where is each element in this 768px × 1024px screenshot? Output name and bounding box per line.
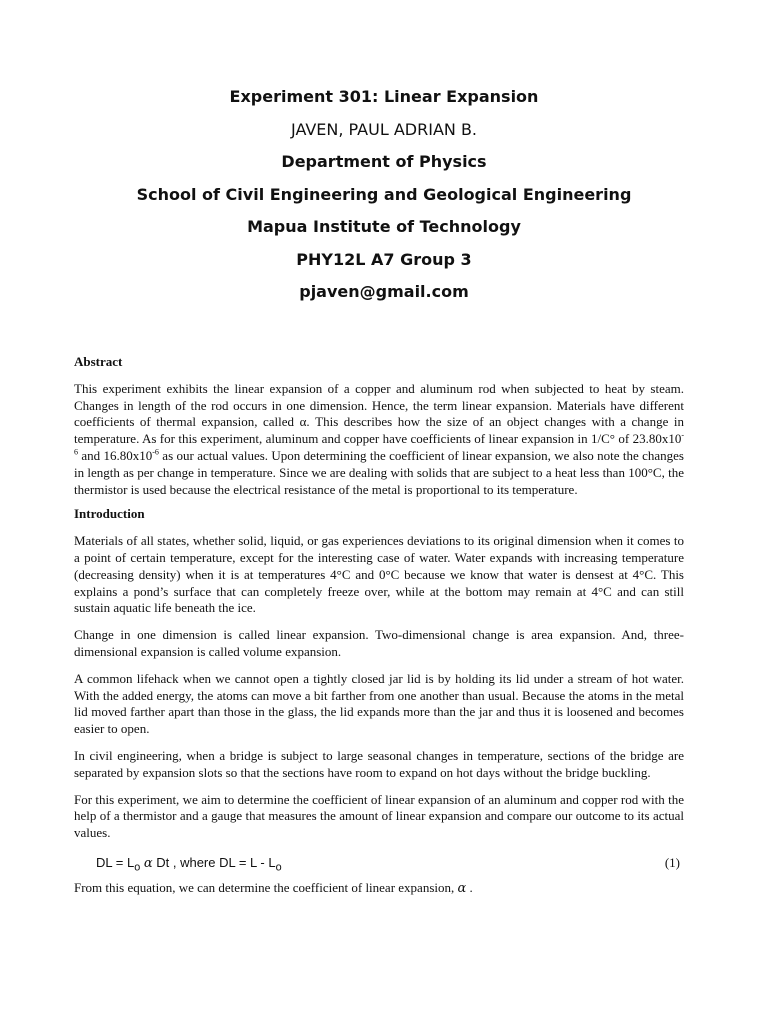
closing-text: From this equation, we can determine the coefficient of linear expansion, xyxy=(74,879,458,895)
closing-period: . xyxy=(466,879,473,895)
linear-expansion-equation xyxy=(74,852,684,874)
abstract-text-part-2: and 16.80x10 xyxy=(78,447,153,463)
school-name: School of Civil Engineering and Geological Engineering xyxy=(136,184,632,204)
abstract-heading: Abstract xyxy=(74,354,123,369)
author-name: JAVEN, PAUL ADRIAN B. xyxy=(291,119,477,139)
intro-paragraph-3: A common lifehack when we cannot open a tightly closed jar lid is by holding its lid under a stream of hot water. With the added energy, the atoms can move a bit farther from one another than usual. Because the atoms in the metal lid moved farther apart than those in the glass, the lid expands more than the jar and thus it is loosened and becomes easier to open. xyxy=(74,670,684,737)
institute-name: Mapua Institute of Technology xyxy=(247,217,521,236)
abstract-text-part-3: as our actual values. Upon determining the coefficient of linear expansion, we also note the changes in length as per change in temperature. Since we are dealing with solids that are subject to a heat less than 100°C, the thermistor is used because the electrical resistance of the metal is proportional to its temperature. xyxy=(74,447,684,497)
equation-subscript-1: o xyxy=(134,861,141,874)
equation-lhs: DL = L xyxy=(96,854,135,870)
intro-paragraph-1: Materials of all states, whether solid, liquid, or gas experiences deviations to its original dimension when it comes to a point of certain temperature, except for the interesting case of water. Water expands with increasing temperature (decreasing density) when it is at temperatures 4°C and 0°C because we know that water is densest at 4°C. This explains a pond’s surface that can completely freeze over, while at the bottom may remain at 4°C and can still sustain aquatic life beneath the ice. xyxy=(74,533,684,616)
group-label: PHY12L A7 Group 3 xyxy=(296,249,472,269)
closing-alpha-symbol: α xyxy=(457,880,467,896)
intro-paragraph-5: For this experiment, we aim to determine the coefficient of linear expansion of an aluminum and copper rod with the help of a thermistor and a gauge that measures the amount of linear expansion and compare our outcome to its actual values. xyxy=(74,791,684,841)
equation-subscript-2: o xyxy=(275,861,282,874)
equation-number: (1) xyxy=(664,854,680,870)
document-header xyxy=(40,84,728,312)
intro-paragraph-4: In civil engineering, when a bridge is subject to large seasonal changes in temperature, sections of the bridge are separated by expansion slots so that the sections have room to expand on hot days without the bridge buckling. xyxy=(74,747,684,780)
equation-expression xyxy=(96,852,282,879)
closing-sentence xyxy=(74,880,684,898)
department-name: Department of Physics xyxy=(281,152,487,171)
document-body xyxy=(74,354,684,908)
exponent-copper: -6 xyxy=(152,447,159,457)
equation-alpha-symbol: α xyxy=(143,855,153,871)
experiment-title: Experiment 301: Linear Expansion xyxy=(229,87,539,106)
introduction-heading: Introduction xyxy=(74,506,145,522)
author-email: pjaven@gmail.com xyxy=(299,282,469,301)
abstract-text-part-1: This experiment exhibits the linear expansion of a copper and aluminum rod when subjected to heat by steam. Changes in length of the rod occurs in one dimension. Hence, the term linear expansion. Materials have different coefficients of thermal expansion, called α. This describes how the size of an object changes with a change in temperature. As for this experiment, aluminum and copper have coefficients of linear expansion in 1/C° of 23.80x10 xyxy=(74,380,684,447)
exponent-aluminum: -6 xyxy=(74,430,684,457)
equation-rest: Dt , where DL = L - L xyxy=(156,854,276,870)
abstract-paragraph xyxy=(74,381,684,499)
intro-paragraph-2: Change in one dimension is called linear expansion. Two-dimensional change is area expansion. And, three-dimensional expansion is called volume expansion. xyxy=(74,627,684,659)
